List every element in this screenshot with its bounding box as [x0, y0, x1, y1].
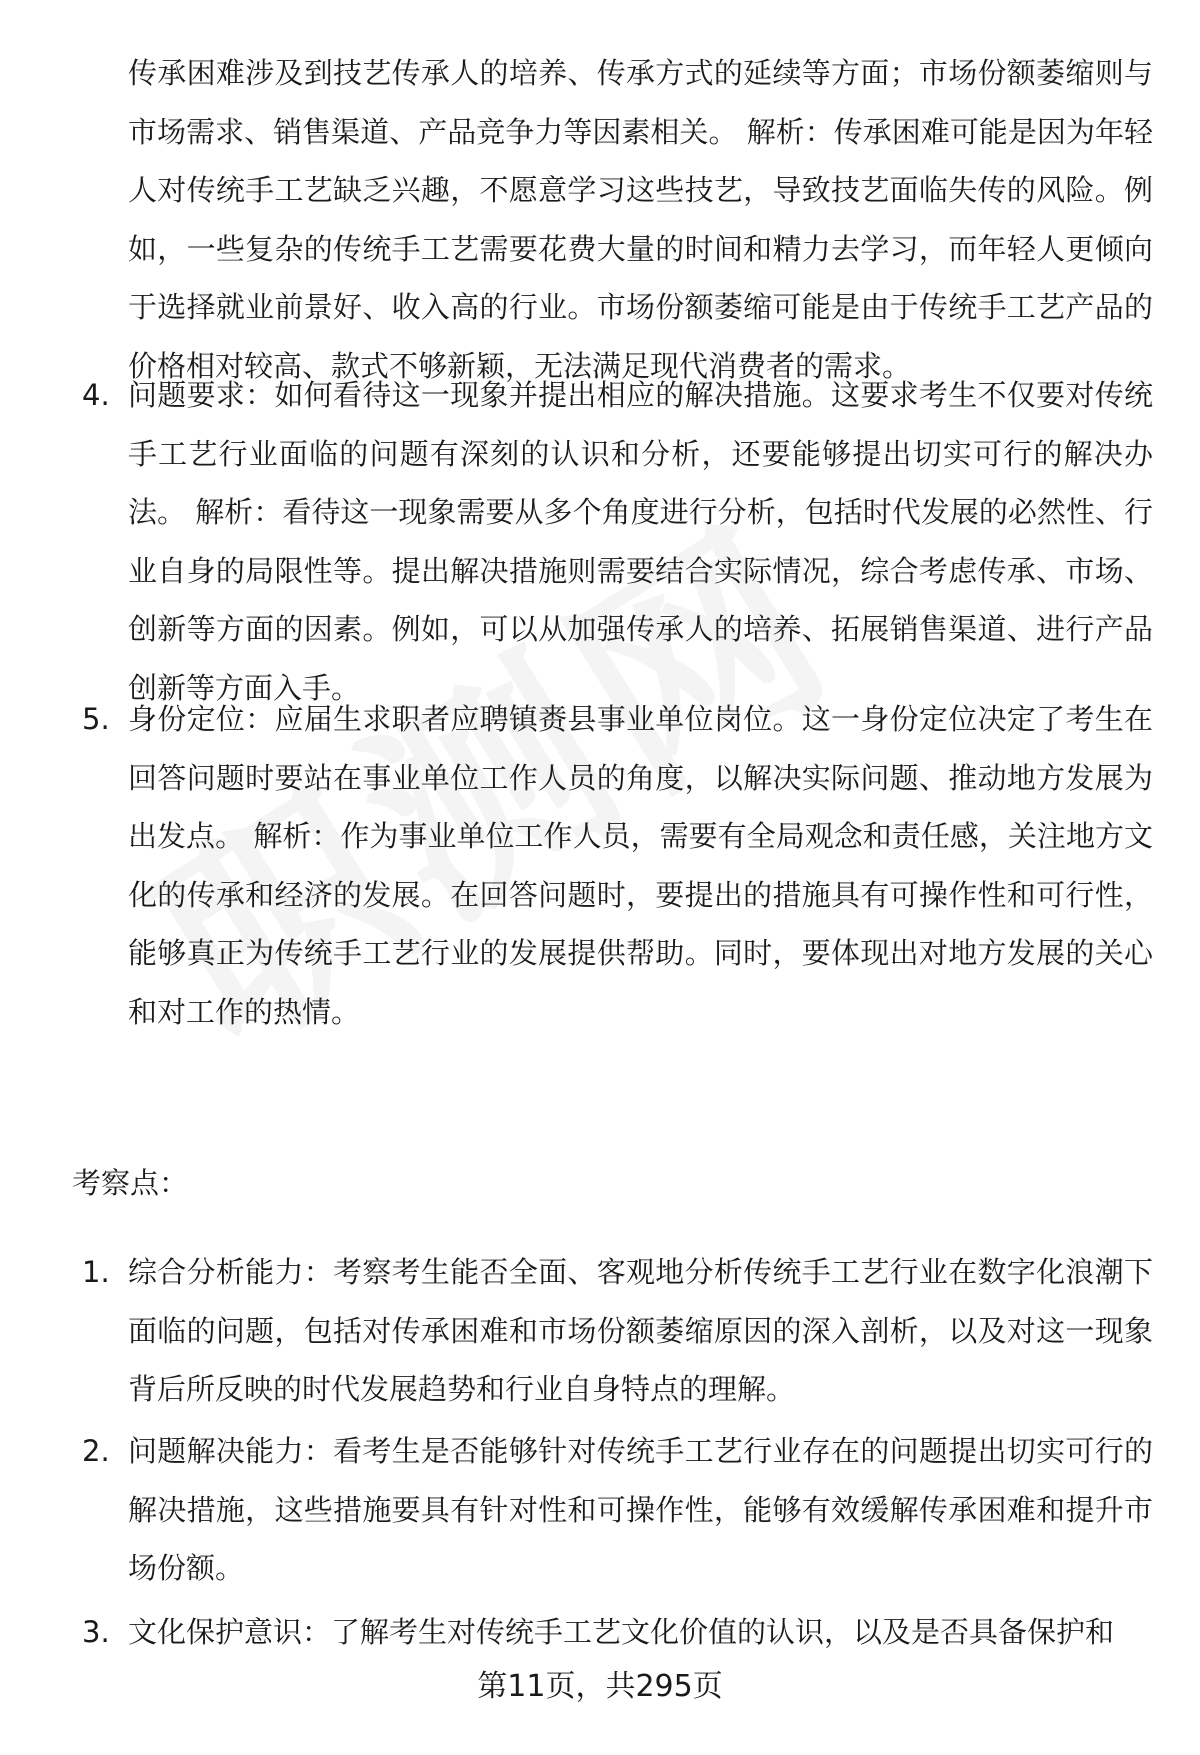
list-item-text: 综合分析能力：考察考生能否全面、客观地分析传统手工艺行业在数字化浪潮下面临的问题，包括对传承困难和市场份额萎缩原因的深入剖析，以及对这一现象背后所反映的时代发展趋势和行业自身特点的理解。	[128, 1255, 1153, 1406]
analysis-item-4	[82, 366, 1153, 717]
list-item-text: 问题解决能力：看考生是否能够针对传统手工艺行业存在的问题提出切实可行的解决措施，这些措施要具有针对性和可操作性，能够有效缓解传承困难和提升市场份额。	[128, 1434, 1153, 1585]
exam-point-3	[82, 1603, 1153, 1662]
list-item-text: 问题要求：如何看待这一现象并提出相应的解决措施。这要求考生不仅要对传统手工艺行业面临的问题有深刻的认识和分析，还要能够提出切实可行的解决办法。 解析：看待这一现象需要从多个角度进行分析，包括时代发展的必然性、行业自身的局限性等。提出解决措施则需要结合实际情况，综合考虑传承、市场、创新等方面的因素。例如，可以从加强传承人的培养、拓展销售渠道、进行产品创新等方面入手。	[128, 378, 1153, 705]
exam-point-1	[82, 1243, 1153, 1419]
list-number: 2.	[82, 1434, 110, 1468]
exam-point-2	[82, 1422, 1153, 1598]
list-number: 1.	[82, 1255, 110, 1289]
analysis-item-5	[82, 690, 1153, 1041]
list-number: 4.	[82, 378, 110, 412]
page-footer: 第11页，共295页	[477, 1669, 723, 1704]
list-number: 3.	[82, 1615, 110, 1649]
list-item-text: 身份定位：应届生求职者应聘镇赉县事业单位岗位。这一身份定位决定了考生在回答问题时要站在事业单位工作人员的角度，以解决实际问题、推动地方发展为出发点。 解析：作为事业单位工作人员，需要有全局观念和责任感，关注地方文化的传承和经济的发展。在回答问题时，要提出的措施具有可操作性和可行性，能够真正为传统手工艺行业的发展提供帮助。同时，要体现出对地方发展的关心和对工作的热情。	[128, 702, 1153, 1029]
continuation-paragraph: 传承困难涉及到技艺传承人的培养、传承方式的延续等方面；市场份额萎缩则与市场需求、销售渠道、产品竞争力等因素相关。 解析：传承困难可能是因为年轻人对传统手工艺缺乏兴趣，不愿意学习这些技艺，导致技艺面临失传的风险。例如，一些复杂的传统手工艺需要花费大量的时间和精力去学习，而年轻人更倾向于选择就业前景好、收入高的行业。市场份额萎缩可能是由于传统手工艺产品的价格相对较高、款式不够新颖，无法满足现代消费者的需求。	[128, 56, 1153, 383]
list-number: 5.	[82, 702, 110, 736]
list-item-text: 文化保护意识：了解考生对传统手工艺文化价值的认识，以及是否具备保护和	[128, 1615, 1115, 1649]
section-heading-exam-points: 考察点：	[72, 1166, 189, 1200]
